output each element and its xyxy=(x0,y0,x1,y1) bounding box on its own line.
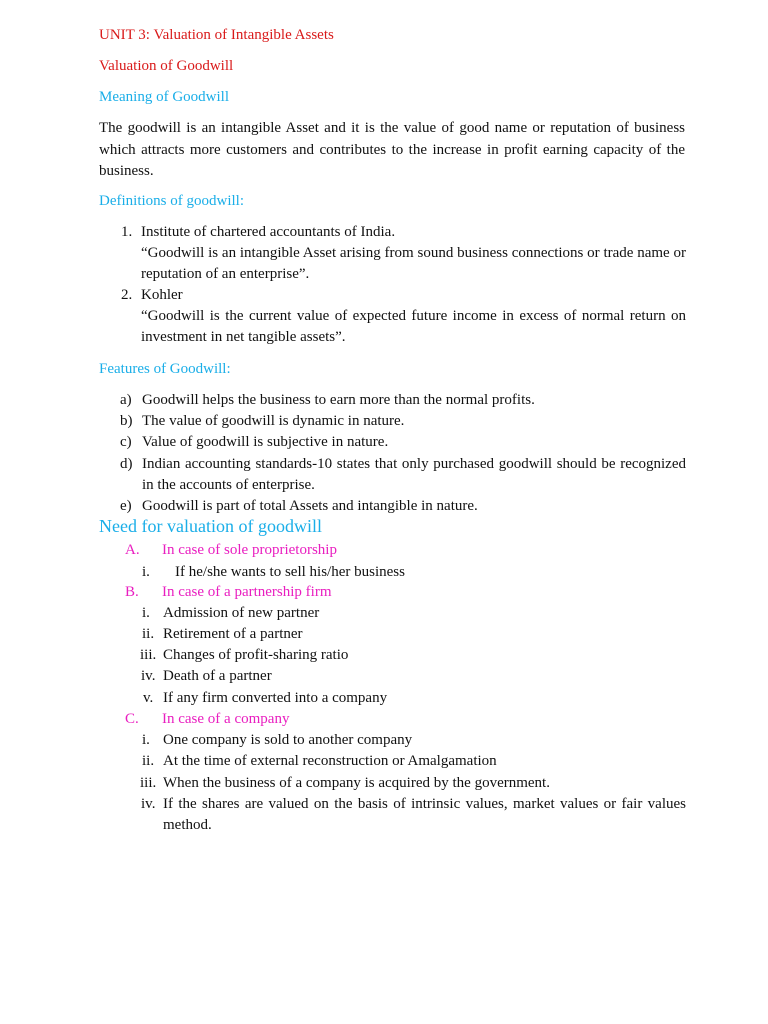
feature-marker: d) xyxy=(120,456,133,472)
feature-text: Goodwill is part of total Assets and intangible in nature. xyxy=(142,498,478,514)
definition-source: Kohler xyxy=(141,287,183,303)
feature-text: Goodwill helps the business to earn more than the normal profits. xyxy=(142,392,535,408)
feature-marker: c) xyxy=(120,434,132,450)
feature-marker: e) xyxy=(120,498,132,514)
case-marker: C. xyxy=(125,711,139,727)
case-item-text: If any firm converted into a company xyxy=(163,690,388,706)
case-title: In case of sole proprietorship xyxy=(162,542,337,558)
case-item-marker: iii. xyxy=(140,775,157,791)
definition-source: Institute of chartered accountants of India. xyxy=(141,224,396,240)
case-item-text: Admission of new partner xyxy=(163,605,320,621)
case-item xyxy=(99,562,686,583)
case-item-marker: i. xyxy=(142,605,150,621)
feature-item xyxy=(99,432,686,453)
feature-text: Value of goodwill is subjective in nature. xyxy=(142,434,389,450)
feature-text: The value of goodwill is dynamic in nature. xyxy=(142,413,405,429)
case-item-text: At the time of external reconstruction or Amalgamation xyxy=(163,753,497,769)
feature-marker: b) xyxy=(120,413,133,429)
definition-marker: 2. xyxy=(121,287,133,303)
feature-item xyxy=(99,390,686,411)
case-item-text: When the business of a company is acquired by the government. xyxy=(163,775,550,791)
case-item xyxy=(99,624,686,645)
meaning-paragraph: The goodwill is an intangible Asset and it is the value of good name or reputation of business which attracts more customers and contributes to the increase in profit earning capacity of the business. xyxy=(99,120,685,179)
case-heading xyxy=(99,582,686,603)
feature-item xyxy=(99,411,686,432)
case-heading xyxy=(99,709,686,730)
case-marker: A. xyxy=(125,542,140,558)
case-item-marker: i. xyxy=(142,564,150,580)
case-item xyxy=(99,666,686,687)
need-heading: Need for valuation of goodwill xyxy=(99,516,322,536)
case-item-text: Retirement of a partner xyxy=(163,626,303,642)
case-item xyxy=(99,645,686,666)
case-item-marker: iv. xyxy=(141,668,156,684)
definition-quote: “Goodwill is an intangible Asset arising from sound business connections or trade name or reputation of an enterprise”. xyxy=(141,245,686,282)
case-item xyxy=(99,688,686,709)
case-marker: B. xyxy=(125,584,139,600)
feature-marker: a) xyxy=(120,392,132,408)
case-item xyxy=(99,751,686,772)
definition-marker: 1. xyxy=(121,224,133,240)
case-item-text: Death of a partner xyxy=(163,668,272,684)
case-item-text: If he/she wants to sell his/her business xyxy=(175,564,405,580)
case-heading xyxy=(99,540,686,561)
case-item-text: One company is sold to another company xyxy=(163,732,413,748)
case-item-marker: ii. xyxy=(142,753,155,769)
feature-text: Indian accounting standards-10 states that only purchased goodwill should be recognized in the accounts of enterprise. xyxy=(142,456,686,493)
unit-title: UNIT 3: Valuation of Intangible Assets xyxy=(99,27,334,43)
definition-quote: “Goodwill is the current value of expected future income in excess of normal return on investment in net tangible assets”. xyxy=(141,308,686,345)
case-item-marker: iii. xyxy=(140,647,157,663)
case-item-text: If the shares are valued on the basis of intrinsic values, market values or fair values method. xyxy=(163,796,686,833)
meaning-heading: Meaning of Goodwill xyxy=(99,89,229,105)
features-heading: Features of Goodwill: xyxy=(99,361,231,377)
case-item-marker: i. xyxy=(142,732,150,748)
feature-item xyxy=(99,454,686,496)
case-title: In case of a company xyxy=(162,711,290,727)
case-item xyxy=(99,730,686,751)
case-item xyxy=(99,794,686,836)
feature-item xyxy=(99,496,686,517)
section-title: Valuation of Goodwill xyxy=(99,58,234,74)
case-item-text: Changes of profit-sharing ratio xyxy=(163,647,349,663)
case-item xyxy=(99,603,686,624)
case-title: In case of a partnership firm xyxy=(162,584,332,600)
definitions-heading: Definitions of goodwill: xyxy=(99,193,244,209)
case-item-marker: iv. xyxy=(141,796,156,812)
case-item-marker: v. xyxy=(143,690,154,706)
case-item xyxy=(99,773,686,794)
case-item-marker: ii. xyxy=(142,626,155,642)
